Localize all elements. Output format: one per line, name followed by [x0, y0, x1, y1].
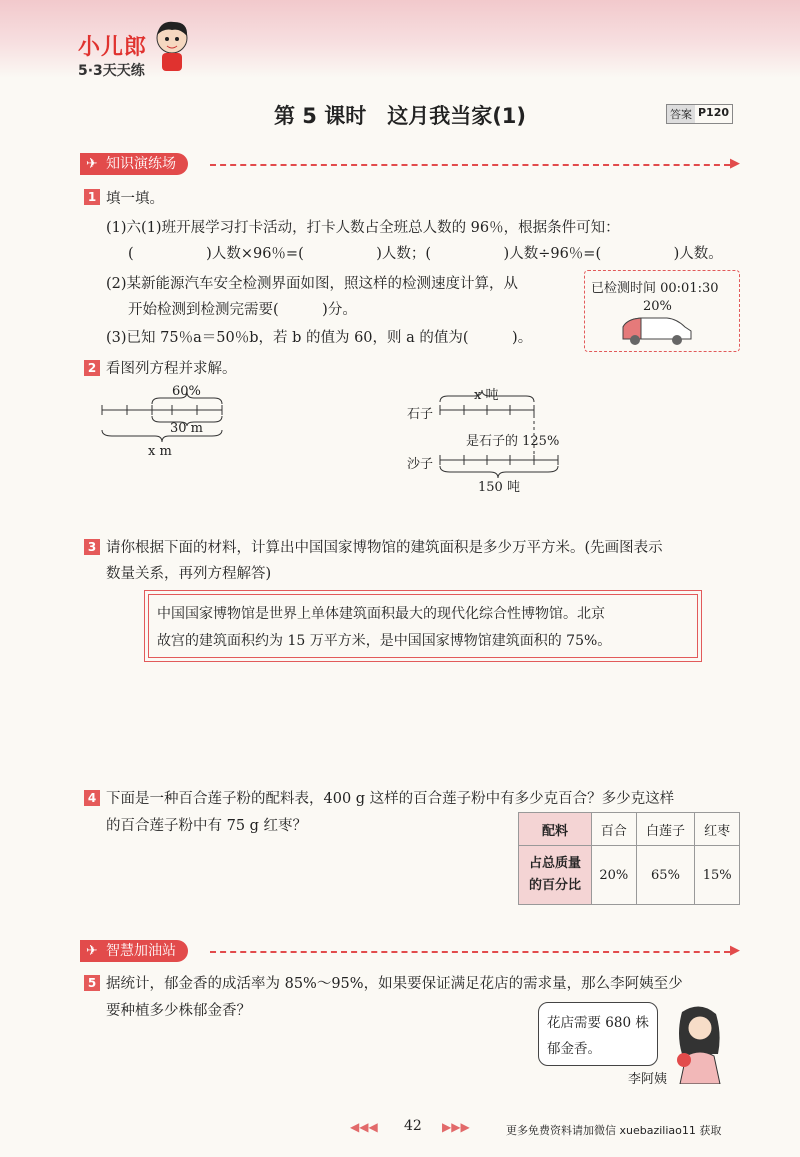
q1-line1: (1)六(1)班开展学习打卡活动，打卡人数占全班总人数的 96％，根据条件可知： [106, 220, 620, 236]
q1-line3: (2)某新能源汽车安全检测界面如图，照这样的检测速度计算，从 [106, 276, 519, 292]
footer-note: 更多免费资料请加微信 xuebaziliao11 获取 [506, 1124, 722, 1137]
speaker-name: 李阿姨 [628, 1072, 668, 1087]
section-label: 知识演练场 [106, 156, 176, 172]
car-icon [619, 313, 695, 347]
section-wisdom: ✈ 智慧加油站 ▶ [60, 940, 800, 964]
q1-line4: 开始检测到检测完需要( )分。 [128, 302, 357, 318]
speech-line2: 郁金香。 [547, 1041, 601, 1057]
d2-x-label: x 吨 [474, 388, 499, 403]
table-row [519, 846, 740, 905]
q4-line2: 的百合莲子粉中有 75 g 红枣？ [106, 818, 308, 834]
d2-bottom-label: 150 吨 [478, 480, 520, 495]
row-label-line1: 占总质量 [528, 856, 581, 871]
question-number: 5 [84, 975, 100, 991]
d2-sand-label: 沙子 [407, 457, 434, 472]
d1-mid-label: 30 m [170, 421, 204, 436]
detection-percent: 20% [643, 299, 672, 314]
q3-line2: 数量关系，再列方程解答) [106, 566, 272, 582]
rocket-icon: ✈ [86, 943, 98, 959]
speech-line1: 花店需要 680 株 [547, 1015, 649, 1031]
d2-stone-label: 石子 [407, 407, 434, 422]
table-cell: 15% [695, 846, 740, 905]
q5-line1: 据统计，郁金香的成活率为 85%～95%，如果要保证满足花店的需求量，那么李阿姨至少 [106, 976, 683, 992]
material-line1: 中国国家博物馆是世界上单体建筑面积最大的现代化综合性博物馆。北京 [157, 606, 605, 622]
footer-left-arrows: ◀◀◀ [350, 1120, 378, 1134]
table-row [519, 813, 740, 846]
brand-logo: 小儿郎 [78, 34, 148, 60]
detection-time: 已检测时间 00:01:30 [591, 281, 719, 296]
d1-bottom-label: x m [148, 444, 172, 459]
answer-page: P120 [698, 106, 730, 119]
question-number: 4 [84, 790, 100, 806]
answer-ref [666, 104, 733, 124]
section-label: 智慧加油站 [106, 943, 176, 959]
question-number: 1 [84, 189, 100, 205]
d1-top-label: 60% [172, 384, 201, 399]
material-line2: 故宫的建筑面积约为 15 万平方米，是中国国家博物馆建筑面积的 75%。 [157, 633, 612, 649]
row-label-line2: 的百分比 [528, 878, 581, 893]
recipe-table [518, 812, 740, 905]
q1-line5: (3)已知 75％a＝50％b，若 b 的值为 60，则 a 的值为( )。 [106, 330, 533, 346]
q4-line1: 下面是一种百合莲子粉的配料表，400 g 这样的百合莲子粉中有多少克百合？多少克这样 [106, 791, 675, 807]
q1-title: 填一填。 [106, 191, 164, 207]
material-box [148, 594, 698, 658]
table-cell: 65% [636, 846, 695, 905]
brand-subtitle: 5·3天天练 [78, 63, 145, 79]
question-number: 2 [84, 360, 100, 376]
q1-line2: ( )人数×96％=( )人数；( )人数÷96％=( )人数。 [128, 246, 723, 262]
table-row-label [519, 846, 592, 905]
page-title: 第 5 课时 这月我当家(1) [273, 104, 527, 128]
rocket-icon: ✈ [86, 156, 98, 172]
section-knowledge: ✈ 知识演练场 ▶ [60, 153, 800, 177]
mascot-icon [150, 18, 194, 72]
table-header: 配料 [519, 813, 592, 846]
page-number: 42 [404, 1118, 422, 1134]
detection-panel [584, 270, 740, 352]
d2-note-label: 是石子的 125% [466, 434, 560, 449]
table-cell: 百合 [592, 813, 637, 846]
q3-line1: 请你根据下面的材料，计算出中国国家博物馆的建筑面积是多少万平方米。(先画图表示 [106, 540, 663, 556]
table-cell: 白莲子 [636, 813, 695, 846]
table-cell: 20% [592, 846, 637, 905]
table-cell: 红枣 [695, 813, 740, 846]
woman-figure-icon [660, 1004, 740, 1084]
q2-title: 看图列方程并求解。 [106, 361, 237, 377]
answer-label: 答案 [667, 105, 695, 123]
footer-right-arrows: ▶▶▶ [442, 1120, 470, 1134]
speech-bubble [538, 1002, 658, 1066]
q5-line2: 要种植多少株郁金香？ [106, 1003, 251, 1019]
question-number: 3 [84, 539, 100, 555]
